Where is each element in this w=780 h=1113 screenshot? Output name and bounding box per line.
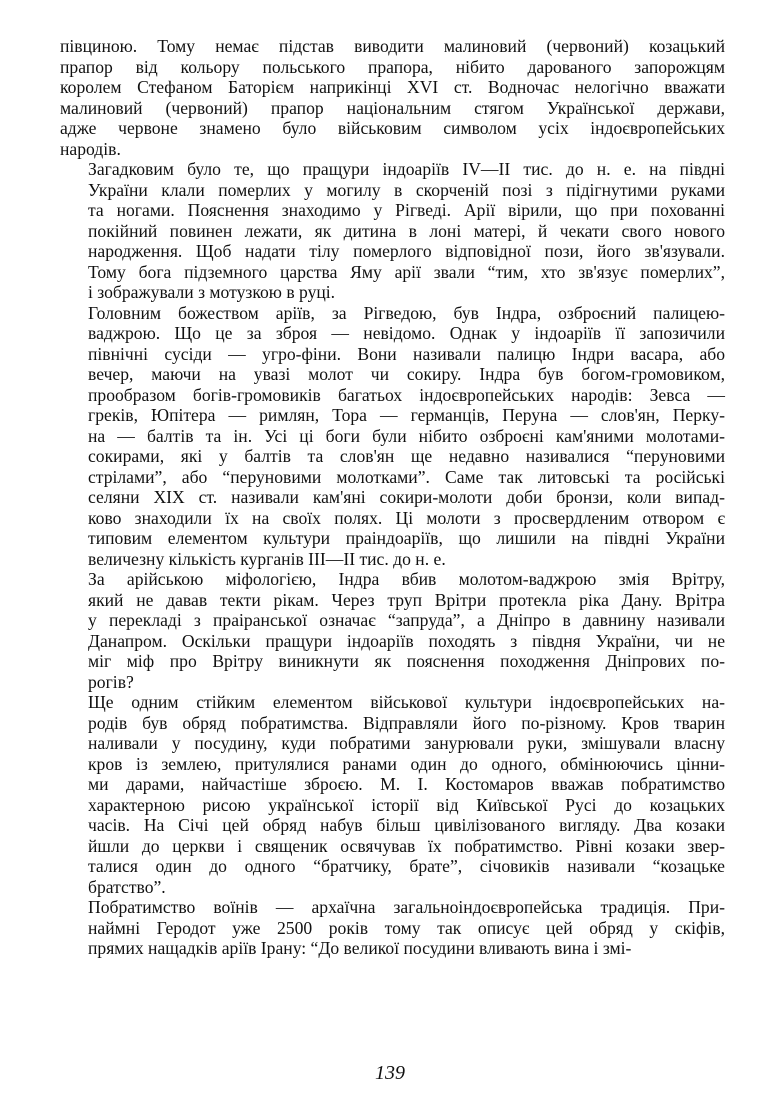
text-line: Данапром. Оскільки пращури індоаріїв походять з півдня України, чи не: [88, 630, 725, 651]
text-line: стрілами”, або “перуновими молотками”. Саме так литовські та російські: [88, 466, 725, 487]
text-line: типовим елементом культури праіндоаріїв, що лишили на півдні України: [88, 528, 725, 548]
text-line: прообразом богів-громовиків багатьох індоєвропейських народів: Зевса —: [88, 384, 725, 405]
text-line: вечер, маючи на увазі молот чи сокиру. Індра був богом-громовиком,: [88, 364, 725, 384]
text-line: кров із землею, притулялися ранами один до одного, обмінюючись цінни-: [88, 753, 725, 774]
text-line: адже червоне знамено було військовим символом усіх індоєвропейських: [60, 118, 725, 138]
text-line: який не давав текти рікам. Через труп Врітри протекла ріка Дану. Врітра: [88, 589, 725, 610]
text-line: і зображували з мотузкою в руці.: [88, 282, 336, 302]
text-line: Побратимство воїнів — архаїчна загальноіндоєвропейська традиція. При-: [88, 897, 725, 917]
paragraph: [60, 897, 725, 959]
text-line: народження. Щоб надати тілу померлого відповідної пози, його зв'язували.: [88, 241, 725, 261]
text-line: покійний повинен лежати, як дитина в лоні матері, й чекати свого нового: [88, 220, 725, 241]
text-line: греків, Юпітера — римлян, Тора — германців, Перуна — слов'ян, Перку-: [88, 405, 725, 425]
text-line: характерною рисою української історії від Київської Русі до козацьких: [88, 794, 725, 815]
text-line: За арійською міфологією, Індра вбив молотом-ваджрою змія Врітру,: [88, 569, 725, 589]
text-line: Головним божеством аріїв, за Рігведою, був Індра, озброєний палицею-: [88, 302, 725, 323]
text-line: малиновий (червоний) прапор національним стягом Української держави,: [60, 97, 725, 118]
text-line: Ще одним стійким елементом військової культури індоєвропейських на-: [88, 692, 725, 712]
text-line: рогів?: [88, 671, 134, 692]
text-line: міг міф про Врітру виникнути як пояснення походження Дніпрових по-: [88, 651, 725, 671]
text-line: прямих нащадків аріїв Ірану: “До великої посудини вливають вина і змі-: [88, 938, 632, 958]
text-line: наймні Геродот уже 2500 років тому так описує цей обряд у скіфів,: [88, 917, 725, 938]
text-line: величезну кількість курганів III—II тис. до н. е.: [88, 548, 446, 569]
paragraph: [60, 692, 725, 897]
text-line: королем Стефаном Баторієм наприкінці XVI ст. Водночас нелогічно вважати: [60, 77, 725, 97]
text-line: народів.: [60, 138, 121, 159]
page-number: 139: [375, 1062, 405, 1084]
book-page: [60, 36, 725, 1046]
paragraph: [60, 303, 725, 570]
text-line: ково знаходили їх на своїх полях. Ці молоти з просвердленим отвором є: [88, 507, 725, 528]
text-line: йшли до церкви і священик освячував їх побратимство. Рівні козаки звер-: [88, 835, 725, 856]
text-line: Тому бога підземного царства Яму арії звали “тим, хто зв'язує померлих”,: [88, 261, 725, 282]
text-line: у перекладі з праіранської означає “запруда”, а Дніпро в давнину називали: [88, 610, 725, 630]
text-line: сокирами, які у балтів та слов'ян ще недавно називалися “перуновими: [88, 446, 725, 466]
text-line: часів. На Січі цей обряд набув більш цивілізованого вигляду. Два козаки: [88, 815, 725, 835]
paragraph: [60, 159, 725, 303]
text-line: ваджрою. Що це за зброя — невідомо. Однак у індоаріїв її запозичили: [88, 323, 725, 343]
text-line: селяни XIX ст. називали кам'яні сокири-молоти доби бронзи, коли випад-: [88, 487, 725, 507]
text-line: ми дарами, найчастіше зброєю. М. І. Костомаров вважав побратимство: [88, 774, 725, 794]
text-line: півциною. Тому немає підстав виводити малиновий (червоний) козацький: [60, 36, 725, 56]
paragraph: [60, 569, 725, 692]
text-line: Загадковим було те, що пращури індоаріїв IV—II тис. до н. е. на півдні: [88, 159, 725, 179]
text-line: талися один до одного “братчику, брате”, січовиків називали “козацьке: [88, 856, 725, 876]
text-line: та ногами. Пояснення знаходимо у Рігведі. Арії вірили, що при похованні: [88, 200, 725, 220]
text-line: України клали померлих у могилу в скорченій позі з підігнутими руками: [88, 179, 725, 200]
text-line: братство”.: [88, 876, 166, 897]
paragraph: [60, 36, 725, 159]
text-line: північні сусіди — угро-фіни. Вони називали палицю Індри васара, або: [88, 343, 725, 364]
text-line: прапор від кольору польського прапора, нібито дарованого запорожцям: [60, 56, 725, 77]
text-line: родів був обряд побратимства. Відправляли його по-різному. Кров тварин: [88, 712, 725, 733]
text-line: на — балтів та ін. Усі ці боги були нібито озброєні кам'яними молотами-: [88, 425, 725, 446]
text-line: наливали у посудину, куди побратими занурювали руки, змішували власну: [88, 733, 725, 753]
